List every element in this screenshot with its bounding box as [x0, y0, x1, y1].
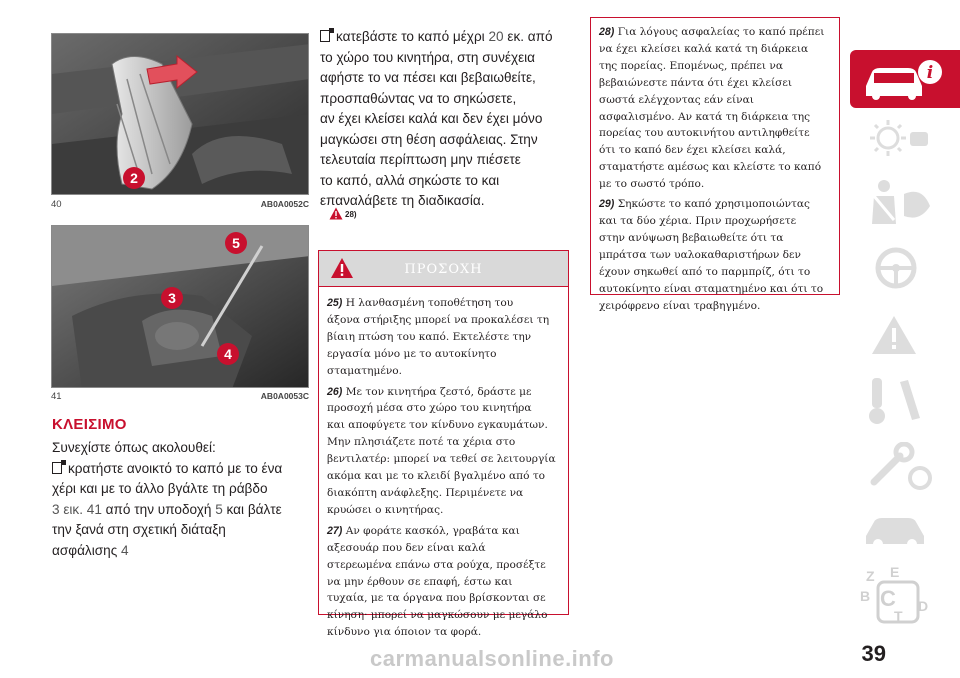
dashboard-lights-icon[interactable]: [860, 116, 940, 162]
svg-text:i: i: [926, 63, 934, 83]
car-info-icon: [860, 56, 950, 102]
svg-text:2: 2: [130, 170, 138, 186]
callout-2: [123, 167, 145, 189]
svg-text:3: 3: [168, 290, 176, 306]
figure-41-caption: [51, 391, 309, 402]
caution-title: ΠΡΟΣΟΧΗ: [404, 262, 483, 277]
note-27: 27) Αν φοράτε κασκόλ, γραβάτα και αξεσουάρ που δεν είναι καλά στερεωμένα επάνω στα ρούχα, προσέξτε να μην έρθουν σε επαφή, έστω και τυχαία, με τα όργανα που βρίσκονται σε κίνηση· μπορεί να μαγκώσουν με μεγάλο κίνδυνο για όποιον τα φορά.: [327, 524, 548, 639]
callout-4: [217, 343, 239, 365]
callout-3: [161, 287, 183, 309]
caution-header: [319, 251, 568, 287]
steering-wheel-icon[interactable]: [860, 246, 940, 292]
notes-box: [590, 17, 840, 312]
figure-41-image: [51, 225, 309, 388]
service-wrench-icon[interactable]: [860, 442, 940, 492]
figure-code: AB0A0052C: [260, 199, 309, 209]
step-bullet-icon: [52, 462, 62, 474]
figure-40-image: [51, 33, 309, 195]
specifications-icon[interactable]: [860, 502, 940, 552]
warning-reference: 28): [345, 210, 357, 219]
caution-box: [318, 250, 569, 639]
figure-number: 40: [51, 199, 62, 210]
figure-40-caption: [51, 199, 309, 210]
index-abc-icon[interactable]: Z E B C D T: [860, 564, 929, 624]
step-bullet-icon: [320, 30, 330, 42]
figure-code: AB0A0053C: [260, 391, 309, 401]
svg-text:4: 4: [224, 346, 232, 362]
figure-number: 41: [51, 391, 62, 402]
section-heading: ΚΛΕΙΣΙΜΟ: [52, 416, 127, 433]
chapter-tab-active[interactable]: [850, 50, 960, 108]
hood-support-rod-illustration: [52, 226, 309, 388]
caution-notes: [319, 287, 568, 641]
note-25: 25) Η λανθασμένη τοποθέτηση του άξονα στήριξης μπορεί να προκαλέσει τη βίαιη πτώση του καπό. Εκτελέστε την εργασία μόνο με το αυτοκίνητο σταματημένο.: [327, 297, 550, 377]
section-intro: [52, 438, 312, 561]
svg-text:5: 5: [232, 235, 240, 251]
note-28: 28) Για λόγους ασφαλείας το καπό πρέπει να έχει κλείσει καλά κατά τη διάρκεια της πορείας. Επομένως, πρέπει να βεβαιώνεστε πάντα ότι έχει κλείσει σωστά ελέγχοντας εάν είναι ασφαλισμένο. Αν κατά τη διάρκεια της πορείας του αυτοκινήτου αντιληφθείτε ότι το καπό δεν έχει κλείσει καλά, σταματήστε αμέσως και κλείστε το καπό με το σωστό τρόπο.: [599, 26, 825, 191]
step-2: κατεβάστε το καπό μέχρι 20 εκ. από το χώρο του κινητήρα, στη συνέχεια αφήστε το να πέσει και βεβαιωθείτε, προσπαθώντας να το σηκώσετε, αν έχει κλείσει καλά και δεν έχει μόνο μαγκώσει στη θέση ασφάλειας. Στην τελευταία περίπτωση μην πιέσετε το καπό, αλλά σηκώστε το και επαναλάβετε τη διαδικασία.: [320, 29, 553, 208]
note-29: 29) Σηκώστε το καπό χρησιμοποιώντας και τα δύο χέρια. Πριν προχωρήσετε στην ανύψωση βεβαιωθείτε ότι τα μπράτσα των υαλοκαθαριστήρων δεν έχουν σηκωθεί από το παρμπρίζ, ότι το αυτοκίνητο είναι σταματημένο και ότι το χειρόφρενο είναι τραβηγμένο.: [599, 198, 824, 312]
warning-triangle-icon: [329, 207, 343, 220]
warning-triangle-icon[interactable]: [860, 312, 940, 358]
page-number: 39: [861, 641, 886, 666]
step-1: κρατήστε ανοικτό το καπό με το ένα χέρι και με το άλλο βγάλτε τη ράβδο 3 εικ. 41 από την υποδοχή 5 και βάλτε την ξανά στη σχετική διάταξη ασφάλισης 4: [52, 460, 283, 558]
callout-5: [225, 232, 247, 254]
intro-text: Συνεχίστε όπως ακολουθεί:: [52, 440, 216, 455]
seatbelt-airbag-icon[interactable]: [860, 176, 940, 232]
engine-bay-hood-illustration: [52, 34, 309, 195]
watermark: carmanualsonline.info: [370, 646, 614, 671]
breakdown-tools-icon[interactable]: [860, 372, 940, 428]
note-26: 26) Με τον κινητήρα ζεστό, δράστε με προσοχή μέσα στο χώρο του κινητήρα και αποφύγετε τον κίνδυνο εγκαυμάτων. Μην πλησιάζετε ποτέ τα χέρια στο βεντιλατέρ: μπορεί να τεθεί σε λειτουργία ακόμα και με το κλειδί βγαλμένο από το διακόπτη ανάφλεξης. Περιμένετε να κρυώσει ο κινητήρας.: [327, 385, 556, 516]
